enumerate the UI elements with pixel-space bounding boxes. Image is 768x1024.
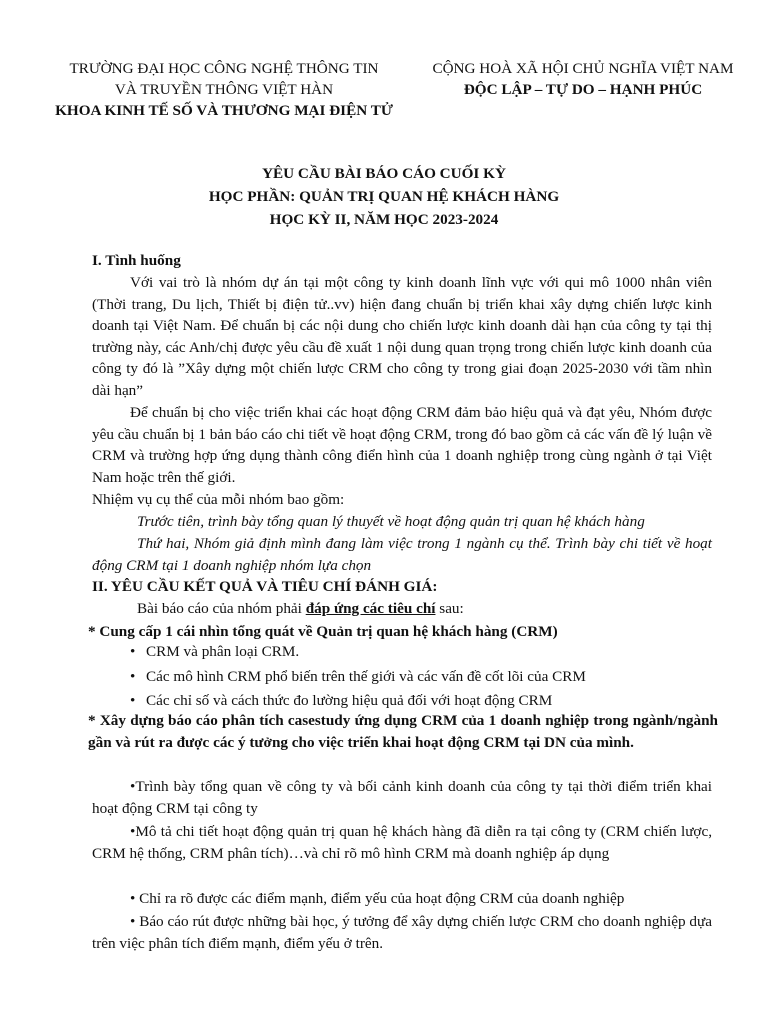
criteria-group2-heading: * Xây dựng báo cáo phân tích casestudy ứng dụng CRM của 1 doanh nghiệp trong ngành/ngành gần và rút ra được các ý tưởng cho việc triển khai hoạt động CRM tại DN của mình.: [88, 712, 718, 751]
list-item-text: Chỉ ra rõ được các điểm mạnh, điểm yếu của hoạt động CRM của doanh nghiệp: [139, 890, 625, 907]
section1-paragraph1: Với vai trò là nhóm dự án tại một công ty kinh doanh lĩnh vực với qui mô 1000 nhân viên (Thời trang, Du lịch, Thiết bị điện tử..vv) hiện đang chuẩn bị triển khai xây dựng chiến lược kinh doanh tại Việt Nam. Để chuẩn bị các nội dung cho chiến lược kinh doanh dài hạn của công ty tại thị trường này, các Anh/chị được yêu cầu đề xuất 1 nội dung quan trọng trong chiến lược kinh doanh của công ty đó là ”Xây dựng một chiến lược CRM cho công ty trong giai đoạn 2025-2030 với tầm nhìn dài hạn”: [92, 274, 712, 399]
intro-suffix: sau:: [435, 600, 464, 617]
section1-paragraph2: Để chuẩn bị cho việc triển khai các hoạt động CRM đảm bảo hiệu quả và đạt yêu, Nhóm được yêu cầu chuẩn bị 1 bản báo cáo chi tiết về hoạt động CRM, trong đó bao gồm cả các vấn đề lý luận về CRM và trường hợp ứng dụng thành công điển hình của 1 doanh nghiệp trong cùng ngành ở tại Việt Nam hoặc trên thế giới.: [92, 404, 712, 486]
university-name-line1: TRƯỜNG ĐẠI HỌC CÔNG NGHỆ THÔNG TIN: [69, 60, 379, 77]
title-line2: HỌC PHẦN: QUẢN TRỊ QUAN HỆ KHÁCH HÀNG: [208, 188, 560, 205]
list-item-text: Trình bày tổng quan về công ty và bối cảnh kinh doanh của công ty tại thời điểm triển khai hoạt động CRM tại công ty: [92, 778, 712, 817]
task-item-1: Trước tiên, trình bày tổng quan lý thuyết về hoạt động quản trị quan hệ khách hàng: [137, 513, 645, 530]
intro-emphasis: đáp ứng các tiêu chí: [305, 600, 436, 617]
tasks-intro: Nhiệm vụ cụ thể của mỗi nhóm bao gồm:: [92, 491, 345, 508]
list-item-text: Báo cáo rút được những bài học, ý tưởng để xây dựng chiến lược CRM cho doanh nghiệp dựa trên việc phân tích điểm mạnh, điểm yếu ở trên.: [92, 913, 712, 952]
document-title: [0, 162, 768, 231]
intro-prefix: Bài báo cáo của nhóm phải: [137, 600, 306, 617]
list-item: • Các mô hình CRM phổ biến trên thế giới và các vấn đề cốt lõi của CRM: [130, 665, 720, 690]
list-item-text: Mô tả chi tiết hoạt động quản trị quan hệ khách hàng đã diễn ra tại công ty (CRM chiến lược, CRM hệ thống, CRM phân tích)…và chỉ rõ mô hình CRM mà doanh nghiệp áp dụng: [92, 823, 712, 862]
task-item-2: Thứ hai, Nhóm giả định mình đang làm việc trong 1 ngành cụ thể. Trình bày chi tiết về hoạt động CRM tại 1 doanh nghiệp nhóm lựa chọn: [92, 535, 712, 574]
institution-header: [34, 58, 414, 121]
criteria-group1-list: [130, 640, 720, 714]
national-header: [418, 58, 748, 100]
criteria-group1-heading: * Cung cấp 1 cái nhìn tổng quát về Quản trị quan hệ khách hàng (CRM): [88, 623, 558, 640]
faculty-name: KHOA KINH TẾ SỐ VÀ THƯƠNG MẠI ĐIỆN TỬ: [55, 102, 393, 119]
title-line3: HỌC KỲ II, NĂM HỌC 2023-2024: [269, 211, 499, 228]
national-motto: ĐỘC LẬP – TỰ DO – HẠNH PHÚC: [463, 81, 703, 98]
group2-item-3: • Chỉ ra rõ được các điểm mạnh, điểm yếu của hoạt động CRM của doanh nghiệp: [130, 890, 625, 907]
section1-heading: I. Tình huống: [92, 252, 181, 269]
group2-item-1: •Trình bày tổng quan về công ty và bối cảnh kinh doanh của công ty tại thời điểm triển khai hoạt động CRM tại công ty: [92, 778, 712, 817]
section2-intro: [92, 598, 712, 620]
country-name: CỘNG HOÀ XÃ HỘI CHỦ NGHĨA VIỆT NAM: [432, 60, 734, 77]
list-item: • CRM và phân loại CRM.: [130, 640, 720, 665]
section2-heading: II. YÊU CẦU KẾT QUẢ VÀ TIÊU CHÍ ĐÁNH GIÁ:: [92, 578, 438, 595]
group2-item-4: • Báo cáo rút được những bài học, ý tưởng để xây dựng chiến lược CRM cho doanh nghiệp dựa trên việc phân tích điểm mạnh, điểm yếu ở trên.: [92, 913, 712, 952]
group2-item-2: •Mô tả chi tiết hoạt động quản trị quan hệ khách hàng đã diễn ra tại công ty (CRM chiến lược, CRM hệ thống, CRM phân tích)…và chỉ rõ mô hình CRM mà doanh nghiệp áp dụng: [92, 823, 712, 862]
title-line1: YÊU CẦU BÀI BÁO CÁO CUỐI KỲ: [262, 165, 506, 182]
list-item: • Các chỉ số và cách thức đo lường hiệu quả đối với hoạt động CRM: [130, 689, 720, 714]
university-name-line2: VÀ TRUYỀN THÔNG VIỆT HÀN: [114, 81, 334, 98]
